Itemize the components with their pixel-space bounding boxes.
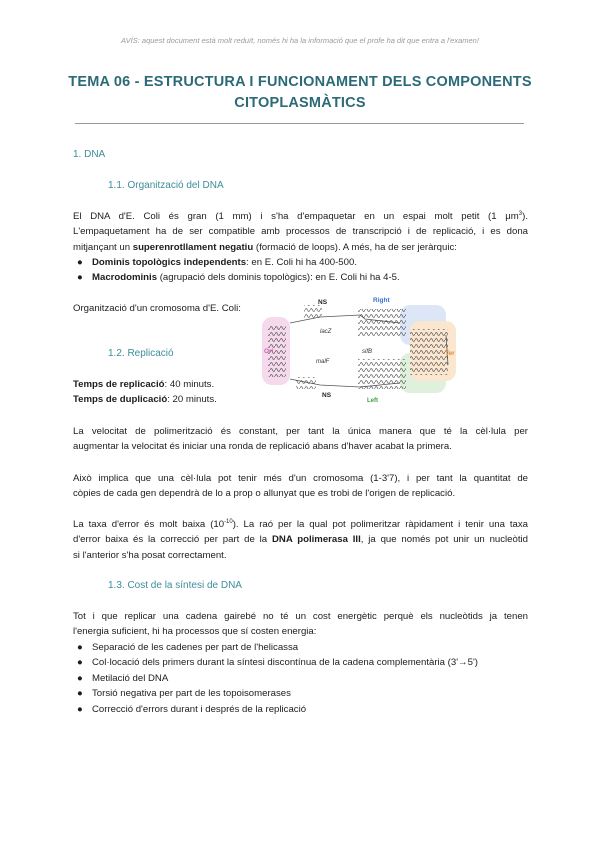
section-heading-dna: 1. DNA: [73, 149, 106, 160]
paragraph-chromosome-copies: [73, 471, 528, 502]
paragraph-dna-packing: [73, 209, 528, 255]
list-item: ● Correcció d'errors durant i després de la replicació: [73, 702, 528, 717]
chromosome-figure: [260, 295, 460, 403]
left-loops: [358, 359, 406, 389]
paragraph-error-rate: [73, 517, 528, 563]
chromosome-diagram: [260, 295, 460, 403]
list-item: ● Metilació del DNA: [73, 671, 528, 686]
label-sifb: sifB: [362, 349, 373, 355]
replication-times: [73, 377, 273, 408]
ter-loops: [410, 329, 448, 375]
paragraph-line: d'error baixa és la correcció per part de la DNA polimerasa III, ja que només pot unir un nucleòtid: [73, 534, 528, 546]
paragraph-line: Això implica que una cèl·lula pot tenir més d'un cromosoma (1-3'7), i per tant la quantitat de: [73, 473, 528, 484]
list-item: ● Col·locació dels primers durant la síntesi discontínua de la cadena complementària (3'→5'): [73, 655, 528, 670]
energy-cost-list: [73, 640, 528, 717]
paragraph-line: l'energia suficient, hi ha processos que sí costen energia:: [73, 626, 317, 638]
bullet-icon: ●: [77, 642, 83, 653]
bullet-icon: ●: [77, 257, 83, 268]
paragraph-line: si l'anterior s'ha posat correctament.: [73, 549, 227, 561]
paragraph-line: La taxa d'error és molt baixa $(10^{-10})$. La raó per la qual pot polimeritzar ràpidament i tenir una taxa: [73, 519, 528, 530]
paragraph-line: Tot i que replicar una cadena gairebé no té un cost energètic perquè els nucleòtids ja tenen: [73, 611, 528, 622]
list-item: ● Macrodominis (agrupació dels dominis topològics): en E. Coli hi ha 4-5.: [73, 270, 528, 285]
label-left: Left: [367, 398, 378, 403]
list-item: ● Separació de les cadenes per part de l'helicassa: [73, 640, 528, 655]
bullet-icon: ●: [77, 688, 83, 700]
ns-loops-bottom: [296, 377, 316, 389]
title-divider: [75, 123, 524, 124]
paragraph-line: El DNA d'E. Coli és gran (1 mm) i s'ha d'empaquetar en un espai molt petit (1 $\mu m^3$).: [73, 211, 528, 222]
bullet-icon: ●: [77, 672, 83, 684]
list-item: ● Dominis topològics independents: en E. Coli hi ha 400-500.: [73, 255, 528, 270]
hierarchy-list: [73, 255, 528, 286]
paragraph-line: còpies de cada gen dependrà de lo a prop o allunyat que es trobi de l'origen de replicació.: [73, 488, 456, 500]
replication-time: Temps de replicació: 40 minuts.: [73, 379, 215, 390]
duplication-time: Temps de duplicació: 20 minuts.: [73, 394, 217, 406]
paragraph-cost: [73, 609, 528, 640]
list-item: ● Torsió negativa per part de les topoisomerases: [73, 686, 528, 701]
label-lacz: lacZ: [320, 329, 332, 335]
bullet-icon: ●: [77, 657, 83, 669]
paragraph-line: augmentar la velocitat és iniciar una ronda de replicació abans d'haver acabat la primera.: [73, 441, 452, 453]
chromosome-caption: Organització d'un cromosoma d'E. Coli:: [73, 303, 241, 314]
label-right: Right: [373, 297, 390, 304]
label-ter: Ter: [445, 350, 455, 357]
bullet-icon: ●: [77, 703, 83, 715]
paragraph-line: mitjançant un superenrotllament negatiu (formació de loops). A més, ha de ser jeràrquic:: [73, 241, 457, 253]
notice-text: AVÍS: aquest document està molt reduït, només hi ha la informació que el profe ha dit que entra a l'examen!: [121, 36, 479, 45]
paragraph-line: La velocitat de polimerització és constant, per tant la única manera que té la cèl·lula per: [73, 426, 528, 437]
bullet-icon: ●: [77, 272, 83, 284]
label-malf: malF: [316, 359, 330, 365]
subsection-heading-replication: 1.2. Replicació: [108, 348, 174, 359]
label-ns-top: NS: [318, 299, 328, 306]
paragraph-line: L'empaquetament ha de ser compatible amb processos de transcripció i de replicació, i es dona: [73, 226, 528, 238]
right-loops: [358, 309, 406, 337]
label-ori: Ori: [264, 348, 274, 355]
paragraph-velocity: [73, 424, 528, 455]
ns-loops-top: [304, 305, 322, 319]
subsection-heading-organization: 1.1. Organització del DNA: [108, 180, 224, 191]
page-title: TEMA 06 - ESTRUCTURA I FUNCIONAMENT DELS COMPONENTS CITOPLASMÀTICS: [68, 74, 532, 111]
subsection-heading-cost: 1.3. Cost de la síntesi de DNA: [108, 580, 242, 591]
label-ns-bottom: NS: [322, 392, 332, 399]
